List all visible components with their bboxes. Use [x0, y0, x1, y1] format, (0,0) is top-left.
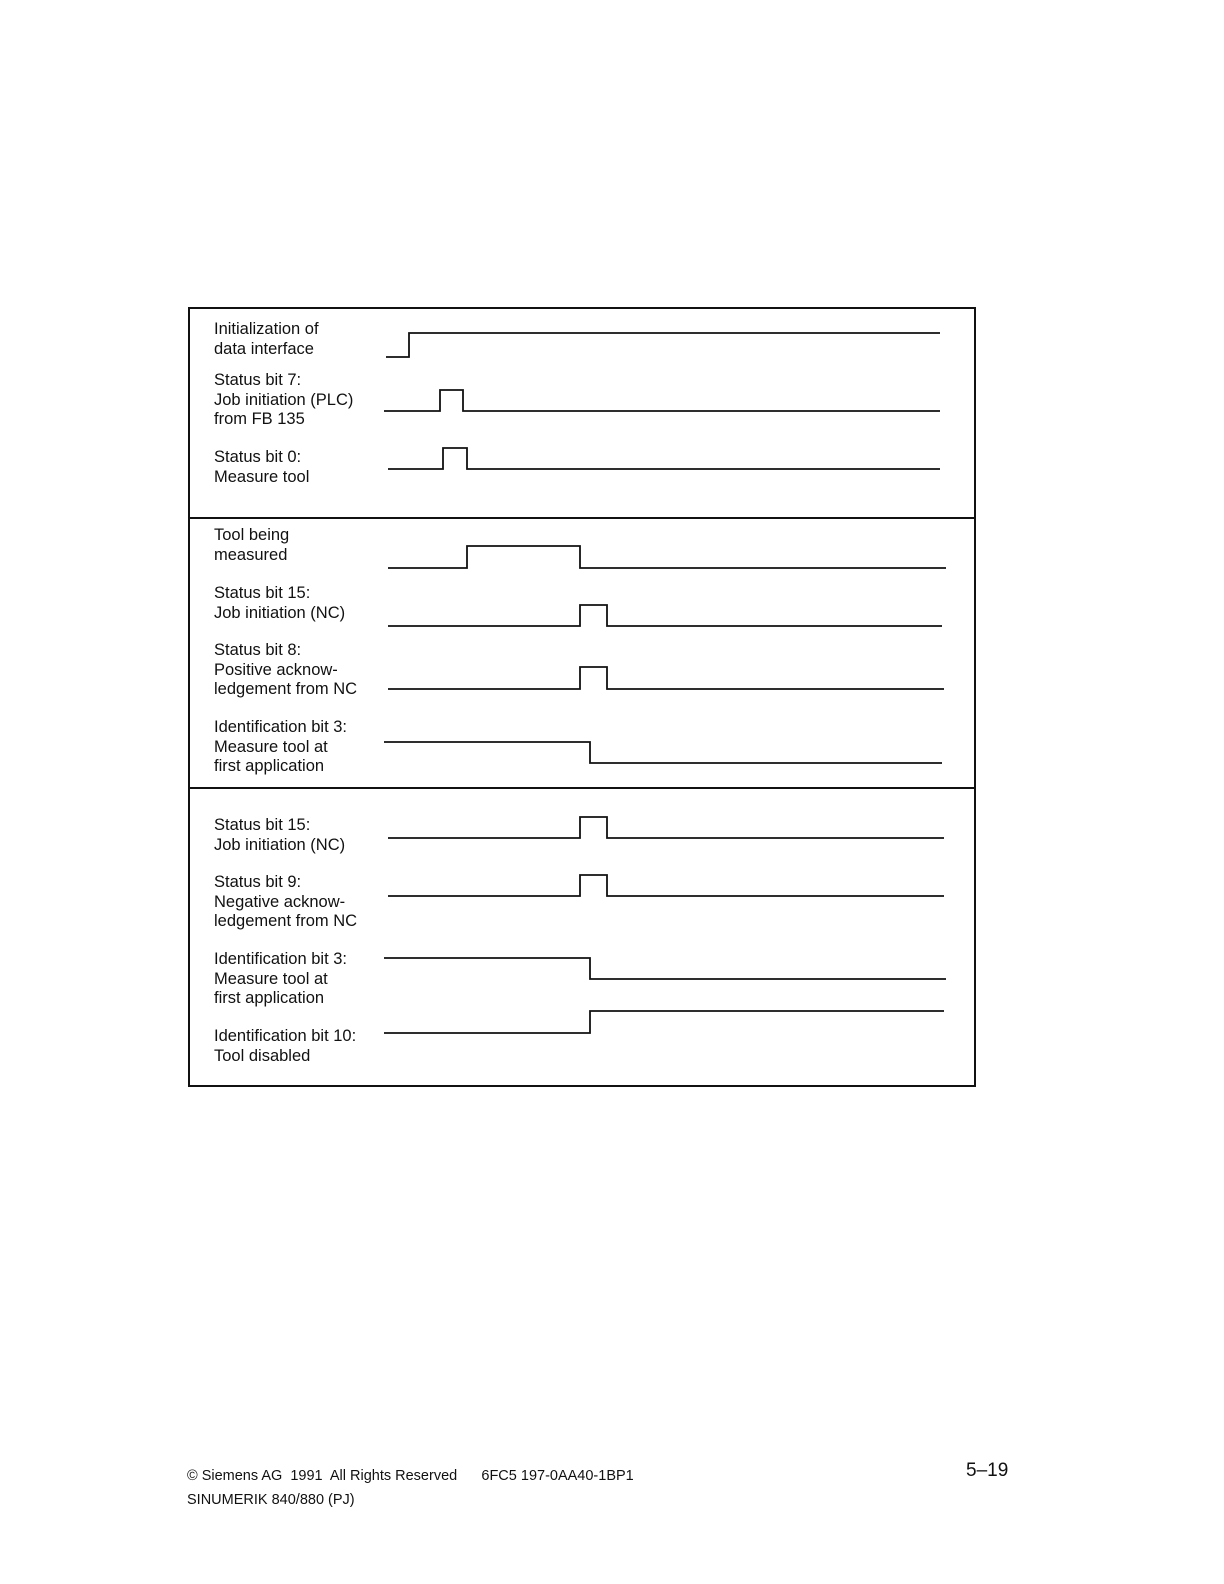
label-status-bit-0 — [214, 448, 309, 487]
label-line: Job initiation (NC) — [214, 835, 346, 854]
label-line: Tool disabled — [214, 1046, 311, 1065]
label-line: first application — [214, 989, 325, 1007]
label-line: first application — [214, 757, 325, 775]
label-tool-being-measured — [214, 526, 289, 565]
waveform-tool-being-measured — [388, 546, 946, 568]
label-line: Measure tool at — [214, 737, 328, 756]
label-line: Measure tool at — [214, 969, 328, 988]
waveform-status-bit-15-second — [388, 817, 944, 838]
order-number: 6FC5 197-0AA40-1BP1 — [481, 1468, 634, 1484]
waveform-status-bit-8 — [388, 667, 944, 689]
waveform-status-bit-0 — [388, 448, 940, 469]
label-status-bit-8 — [214, 641, 357, 700]
label-identification-bit-10 — [214, 1027, 356, 1066]
waveform-status-bit-9 — [388, 875, 944, 896]
label-line: Status bit 15: — [214, 584, 311, 602]
waveform-identification-bit-10 — [384, 1011, 944, 1033]
label-line: Status bit 15: — [214, 816, 311, 834]
label-line: measured — [214, 545, 288, 564]
page-number: 5–19 — [966, 1460, 1009, 1481]
label-line: Status bit 7: — [214, 371, 302, 389]
label-initialization-data-interface — [214, 320, 319, 359]
label-line: Identification bit 3: — [214, 718, 347, 736]
footer — [187, 1464, 634, 1512]
label-line: Tool being — [214, 526, 290, 544]
label-status-bit-7 — [214, 371, 353, 430]
footer-row-1 — [187, 1464, 634, 1488]
waveform-status-bit-15-first — [388, 605, 942, 626]
label-line: Status bit 8: — [214, 641, 302, 659]
waveform-identification-bit-3-first — [384, 742, 942, 763]
label-line: Identification bit 10: — [214, 1027, 357, 1045]
waveform-status-bit-7 — [384, 390, 940, 411]
label-line: Positive acknow- — [214, 660, 338, 679]
label-line: Job initiation (NC) — [214, 603, 346, 622]
product-name: SINUMERIK 840/880 (PJ) — [187, 1492, 355, 1508]
label-identification-bit-3-second — [214, 950, 347, 1009]
label-line: Initialization of — [214, 320, 319, 338]
label-line: Status bit 0: — [214, 448, 302, 466]
label-line: from FB 135 — [214, 410, 305, 428]
label-line: data interface — [214, 339, 314, 358]
label-line: ledgement from NC — [214, 912, 358, 930]
label-line: Negative acknow- — [214, 892, 346, 911]
label-line: Measure tool — [214, 467, 310, 486]
label-line: ledgement from NC — [214, 680, 358, 698]
waveform-identification-bit-3-second — [384, 958, 946, 979]
copyright-notice: © Siemens AG 1991 All Rights Reserved — [187, 1468, 458, 1484]
label-status-bit-9 — [214, 873, 357, 932]
waveform-initialization-data-interface — [386, 333, 940, 357]
label-line: Status bit 9: — [214, 873, 302, 891]
label-line: Job initiation (PLC) — [214, 390, 354, 409]
label-identification-bit-3-first — [214, 718, 347, 777]
label-line: Identification bit 3: — [214, 950, 347, 968]
label-status-bit-15-second — [214, 816, 345, 855]
label-status-bit-15-first — [214, 584, 345, 623]
